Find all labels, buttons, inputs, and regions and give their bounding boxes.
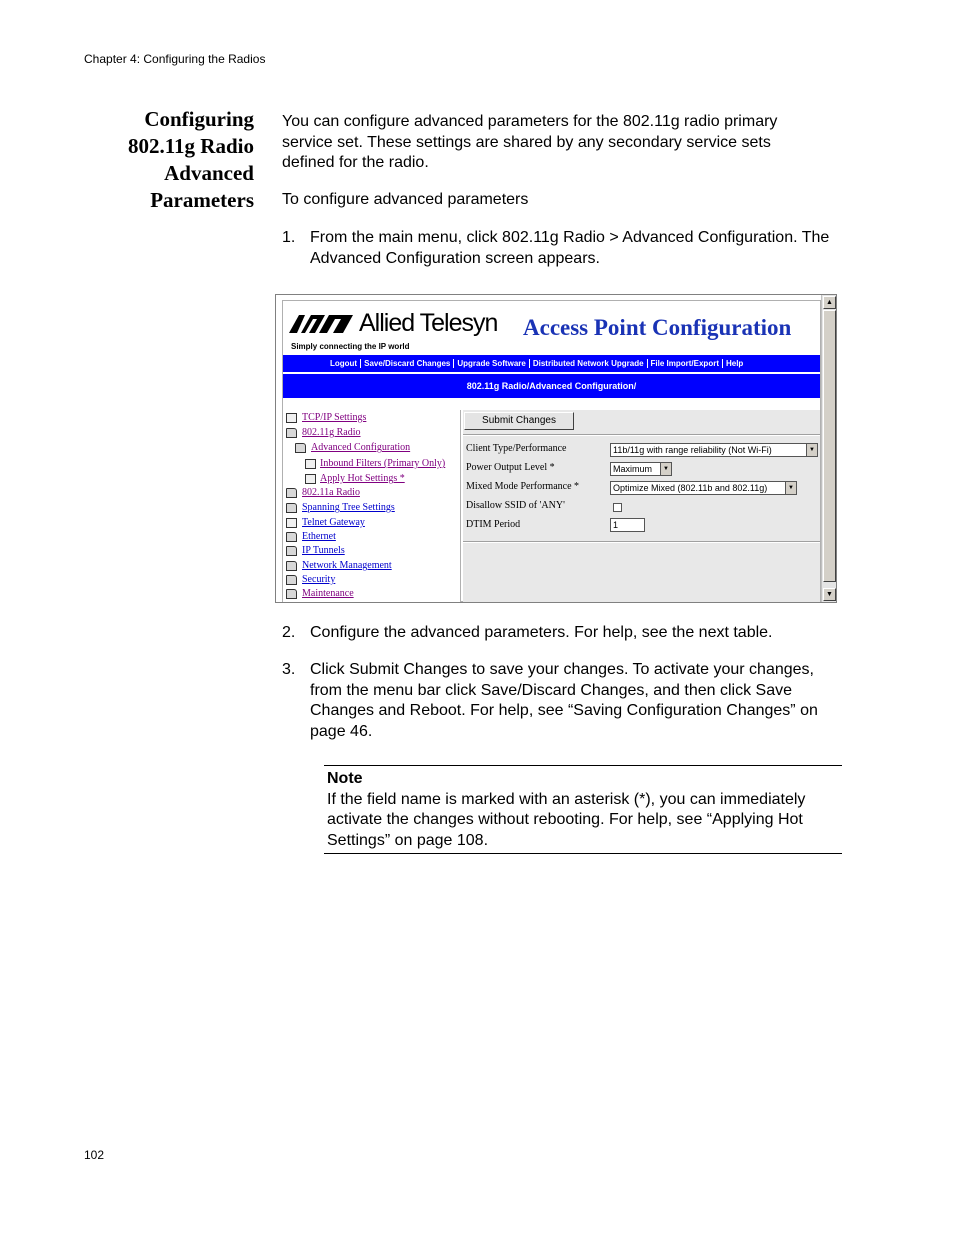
menu-help[interactable]: Help xyxy=(725,359,744,368)
step-text: Click Submit Changes to save your changes. To activate your changes, from the menu bar click Save/Discard Changes, and then click Save Changes and Reboot. For help, see “Saving Configuration Changes” on page 46. xyxy=(310,661,818,740)
logo-tagline: Simply connecting the IP world xyxy=(291,342,410,351)
folder-icon xyxy=(286,561,297,571)
folder-icon xyxy=(286,488,297,498)
section-title: Configuring 802.11g Radio Advanced Parameters xyxy=(127,107,254,212)
advanced-configuration-screenshot xyxy=(275,294,837,603)
step-number: 2. xyxy=(282,624,296,641)
folder-icon xyxy=(286,546,297,556)
breadcrumb: 802.11g Radio/Advanced Configuration/ xyxy=(283,374,820,398)
open-folder-icon xyxy=(286,428,297,438)
folder-icon xyxy=(286,589,297,599)
folder-icon xyxy=(286,575,297,585)
scroll-thumb[interactable] xyxy=(823,310,836,582)
client-type-label: Client Type/Performance xyxy=(466,443,567,454)
scroll-down-icon[interactable]: ▼ xyxy=(823,588,836,601)
page-icon xyxy=(286,518,297,528)
page-icon xyxy=(305,474,316,484)
step-text: From the main menu, click 802.11g Radio > Advanced Configuration. The Advanced Configuration screen appears. xyxy=(310,229,830,267)
nav-network-management[interactable]: Network Management xyxy=(302,560,392,571)
step-number: 3. xyxy=(282,661,296,678)
menu-file-import-export[interactable]: File Import/Export xyxy=(648,359,723,368)
config-panel xyxy=(463,410,820,603)
page-number: 102 xyxy=(84,1148,105,1162)
chevron-down-icon: ▼ xyxy=(785,482,796,494)
note-box xyxy=(324,765,842,854)
scroll-up-icon[interactable]: ▲ xyxy=(823,296,836,309)
sidebar-nav xyxy=(283,410,461,603)
folder-icon xyxy=(286,532,297,542)
nav-80211a-radio[interactable]: 802.11a Radio xyxy=(302,487,360,498)
step-number: 1. xyxy=(282,229,296,246)
browser-frame xyxy=(282,300,821,602)
submit-changes-button[interactable]: Submit Changes xyxy=(464,412,574,430)
folder-icon xyxy=(286,503,297,513)
menu-upgrade-software[interactable]: Upgrade Software xyxy=(454,359,529,368)
menu-logout[interactable]: Logout xyxy=(327,359,361,368)
company-logo xyxy=(289,309,519,354)
power-output-label: Power Output Level * xyxy=(466,462,555,473)
client-type-select[interactable]: 11b/11g with range reliability (Not Wi-Fi) ▼ xyxy=(610,443,818,457)
divider xyxy=(463,541,820,543)
menu-bar xyxy=(283,355,820,372)
page-icon xyxy=(305,459,316,469)
page-icon xyxy=(286,413,297,423)
logo-name: Allied Telesyn xyxy=(359,309,498,337)
nav-maintenance[interactable]: Maintenance xyxy=(302,588,354,599)
intro-paragraph: You can configure advanced parameters for the 802.11g radio primary service set. These settings are shared by any secondary service sets defined for the radio. xyxy=(282,113,778,171)
allied-telesyn-logo-icon xyxy=(289,313,355,335)
nav-apply-hot-settings[interactable]: Apply Hot Settings * xyxy=(320,473,405,484)
procedure-heading: To configure advanced parameters xyxy=(282,191,529,208)
disallow-ssid-label: Disallow SSID of 'ANY' xyxy=(466,500,565,511)
mixed-mode-select[interactable]: Optimize Mixed (802.11b and 802.11g) ▼ xyxy=(610,481,797,495)
dtim-period-label: DTIM Period xyxy=(466,519,521,530)
chevron-down-icon: ▼ xyxy=(806,444,817,456)
note-text: If the field name is marked with an asterisk (*), you can immediately activate the changes without rebooting. For help, see “Applying Hot Settings” on page 108. xyxy=(327,790,806,849)
menu-save-discard[interactable]: Save/Discard Changes xyxy=(361,359,454,368)
nav-ethernet[interactable]: Ethernet xyxy=(302,531,336,542)
mixed-mode-label: Mixed Mode Performance * xyxy=(466,481,580,492)
menu-distributed-upgrade[interactable]: Distributed Network Upgrade xyxy=(530,359,648,368)
app-title: Access Point Configuration xyxy=(523,315,792,340)
nav-telnet-gateway[interactable]: Telnet Gateway xyxy=(302,517,365,528)
nav-security[interactable]: Security xyxy=(302,574,336,585)
disallow-ssid-checkbox[interactable] xyxy=(613,503,622,512)
running-header: Chapter 4: Configuring the Radios xyxy=(84,52,266,66)
nav-advanced-configuration[interactable]: Advanced Configuration xyxy=(311,442,411,453)
dtim-period-input[interactable]: 1 xyxy=(610,518,645,532)
vertical-scrollbar[interactable] xyxy=(821,295,836,602)
power-output-select[interactable]: Maximum ▼ xyxy=(610,462,672,476)
note-heading: Note xyxy=(327,770,363,787)
nav-80211g-radio[interactable]: 802.11g Radio xyxy=(302,427,361,438)
step-text: Configure the advanced parameters. For help, see the next table. xyxy=(310,624,773,641)
nav-inbound-filters[interactable]: Inbound Filters (Primary Only) xyxy=(320,458,446,469)
divider xyxy=(463,434,820,436)
open-folder-icon xyxy=(295,443,306,453)
nav-tcpip-settings[interactable]: TCP/IP Settings xyxy=(302,412,367,423)
nav-ip-tunnels[interactable]: IP Tunnels xyxy=(302,545,345,556)
chevron-down-icon: ▼ xyxy=(660,463,671,475)
nav-spanning-tree[interactable]: Spanning Tree Settings xyxy=(302,502,395,513)
